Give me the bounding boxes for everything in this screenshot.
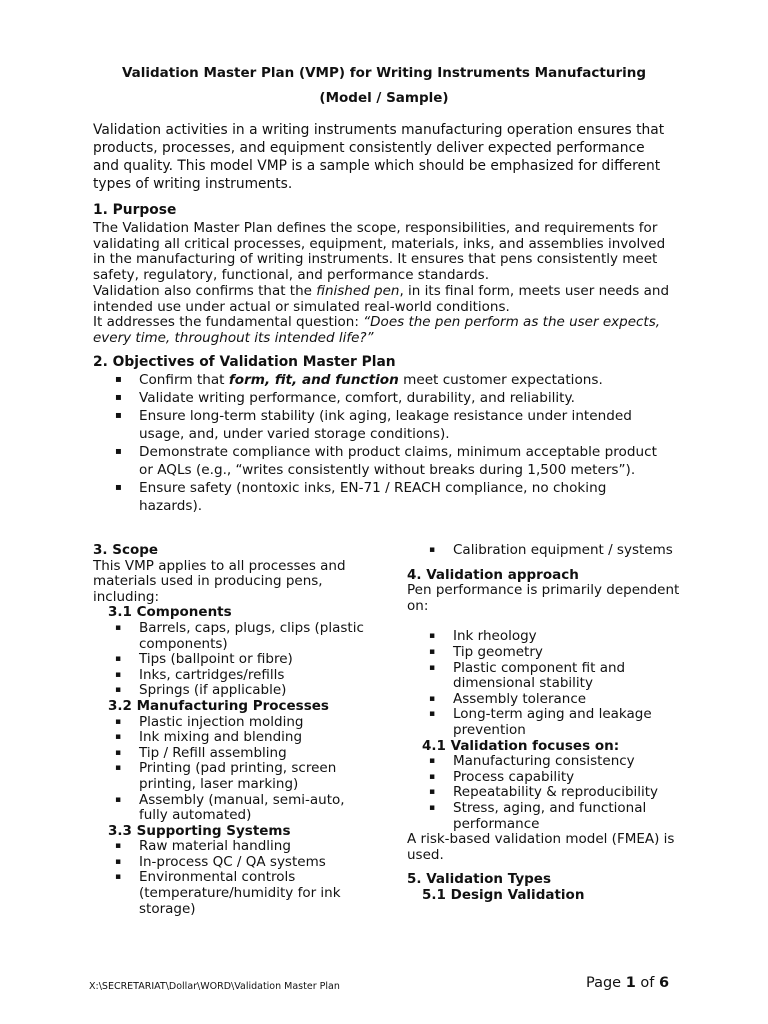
bullet-icon: ▪ bbox=[429, 709, 436, 720]
purpose-paragraph-2: Validation also confirms that the finished pen, in its final form, meets user needs and intended use under actual or simulated real-world conditions. bbox=[93, 282, 670, 315]
manufacturing-heading: 3.2 Manufacturing Processes bbox=[108, 697, 329, 714]
bullet-icon: ▪ bbox=[115, 685, 122, 696]
components-list bbox=[93, 621, 373, 699]
bullet-icon: ▪ bbox=[115, 374, 122, 385]
types-heading: 5. Validation Types bbox=[407, 871, 551, 888]
bullet-icon: ▪ bbox=[115, 669, 122, 680]
components-heading: 3.1 Components bbox=[108, 604, 232, 621]
bullet-icon: ▪ bbox=[115, 716, 122, 727]
objectives-list bbox=[93, 371, 673, 515]
objectives-section bbox=[93, 354, 673, 515]
bullet-icon: ▪ bbox=[429, 545, 436, 555]
list-item: ▪ Plastic injection molding bbox=[115, 713, 304, 730]
focus-heading: 4.1 Validation focuses on: bbox=[422, 737, 620, 754]
list-item: ▪ Ink mixing and blending bbox=[115, 729, 303, 746]
bullet-icon: ▪ bbox=[115, 732, 122, 743]
list-item: ▪ Tip / Refill assembling bbox=[115, 744, 287, 761]
manufacturing-list bbox=[93, 715, 373, 824]
scope-intro: This VMP applies to all processes and materials used in producing pens, including: bbox=[93, 557, 346, 605]
bullet-icon: ▪ bbox=[115, 392, 122, 403]
list-item: ▪ Assembly tolerance bbox=[429, 690, 587, 707]
bullet-icon: ▪ bbox=[429, 646, 436, 657]
list-item: ▪ Manufacturing consistency bbox=[429, 753, 635, 770]
bullet-icon: ▪ bbox=[429, 802, 436, 813]
bullet-icon: ▪ bbox=[429, 756, 436, 767]
bullet-icon: ▪ bbox=[429, 693, 436, 704]
bullet-icon: ▪ bbox=[115, 763, 122, 774]
right-column bbox=[407, 543, 687, 903]
list-item: ▪ Inks, cartridges/refills bbox=[115, 666, 285, 683]
list-item: ▪ Ensure long-term stability (ink aging, leakage resistance under intended usage, and, under varied storage conditions). bbox=[115, 408, 632, 442]
scope-heading: 3. Scope bbox=[93, 542, 159, 558]
list-item: ▪ Confirm that form, fit, and function meet customer expectations. bbox=[115, 372, 603, 388]
list-item: ▪ Validate writing performance, comfort, durability, and reliability. bbox=[115, 390, 575, 406]
list-item: ▪ Demonstrate compliance with product claims, minimum acceptable product or AQLs (e.g., “writes consistently without breaks during 1,500 meters”). bbox=[115, 444, 657, 478]
bullet-icon: ▪ bbox=[429, 771, 436, 782]
bullet-icon: ▪ bbox=[115, 872, 122, 883]
bullet-icon: ▪ bbox=[115, 446, 122, 457]
list-item: ▪ Ink rheology bbox=[429, 628, 537, 645]
document-subtitle: (Model / Sample) bbox=[319, 90, 449, 106]
design-validation-heading: 5.1 Design Validation bbox=[422, 886, 585, 903]
bullet-icon: ▪ bbox=[115, 747, 122, 758]
supporting-heading: 3.3 Supporting Systems bbox=[108, 822, 291, 839]
bullet-icon: ▪ bbox=[115, 794, 122, 805]
list-item: ▪ Assembly (manual, semi-auto, fully automated) bbox=[115, 791, 345, 824]
approach-intro: Pen performance is primarily dependent on: bbox=[407, 582, 680, 614]
approach-heading: 4. Validation approach bbox=[407, 566, 579, 583]
list-item: ▪ Ensure safety (nontoxic inks, EN-71 / REACH compliance, no choking hazards). bbox=[115, 480, 607, 514]
list-item: ▪ Tip geometry bbox=[429, 643, 543, 660]
list-item: ▪ Repeatability & reproducibility bbox=[429, 784, 659, 801]
bullet-icon: ▪ bbox=[115, 856, 122, 867]
bullet-icon: ▪ bbox=[429, 787, 436, 798]
list-item: ▪ Calibration equipment / systems bbox=[429, 542, 673, 558]
focus-list bbox=[407, 754, 687, 832]
purpose-paragraph-1: The Validation Master Plan defines the scope, responsibilities, and requirements for validating all critical processes, equipment, materials, inks, and assemblies involved in the manufacturing of writing instruments. It ensures that pens consistently meet safety, regulatory, functional, and performance standards. bbox=[93, 220, 666, 284]
footer-file-path: X:\SECRETARIAT\Dollar\WORD\Validation Master Plan bbox=[89, 981, 340, 992]
list-item: ▪ Environmental controls (temperature/humidity for ink storage) bbox=[115, 869, 341, 917]
list-item: ▪ Stress, aging, and functional performance bbox=[429, 799, 647, 832]
bullet-icon: ▪ bbox=[429, 631, 436, 642]
list-item: ▪ Long-term aging and leakage prevention bbox=[429, 706, 652, 738]
intro-paragraph: Validation activities in a writing instruments manufacturing operation ensures that products, processes, and equipment consistently deliver expected performance and quality. This model VMP is a sample which should be emphasized for different types of writing instruments. bbox=[93, 122, 665, 192]
list-item: ▪ Barrels, caps, plugs, clips (plastic components) bbox=[115, 619, 364, 652]
approach-list bbox=[407, 629, 687, 738]
list-item: ▪ Printing (pad printing, screen printing, laser marking) bbox=[115, 760, 337, 792]
list-item: ▪ Plastic component fit and dimensional stability bbox=[429, 659, 626, 692]
document-title: Validation Master Plan (VMP) for Writing Instruments Manufacturing bbox=[121, 65, 647, 81]
bullet-icon: ▪ bbox=[115, 410, 122, 421]
spacer bbox=[407, 614, 687, 629]
bullet-icon: ▪ bbox=[429, 662, 436, 673]
bullet-icon: ▪ bbox=[115, 482, 122, 493]
objectives-heading: 2. Objectives of Validation Master Plan bbox=[93, 354, 396, 370]
list-item: ▪ Tips (ballpoint or fibre) bbox=[115, 651, 293, 668]
list-item: ▪ Springs (if applicable) bbox=[115, 682, 287, 699]
bullet-icon: ▪ bbox=[115, 622, 122, 633]
bullet-icon: ▪ bbox=[115, 841, 122, 852]
supporting-list-continued bbox=[407, 543, 687, 559]
list-item: ▪ In-process QC / QA systems bbox=[115, 853, 326, 870]
list-item: ▪ Raw material handling bbox=[115, 838, 291, 855]
purpose-paragraph-3: It addresses the fundamental question: “Does the pen perform as the user expects, every time, throughout its intended life?” bbox=[93, 314, 661, 346]
supporting-list bbox=[93, 839, 373, 917]
left-column bbox=[93, 543, 373, 917]
list-item: ▪ Process capability bbox=[429, 768, 575, 785]
purpose-section bbox=[93, 202, 673, 347]
purpose-heading: 1. Purpose bbox=[93, 202, 177, 218]
footer-page-number: Page 1 of 6 bbox=[586, 975, 670, 991]
bullet-icon: ▪ bbox=[115, 654, 122, 665]
approach-closing: A risk-based validation model (FMEA) is used. bbox=[407, 831, 675, 863]
